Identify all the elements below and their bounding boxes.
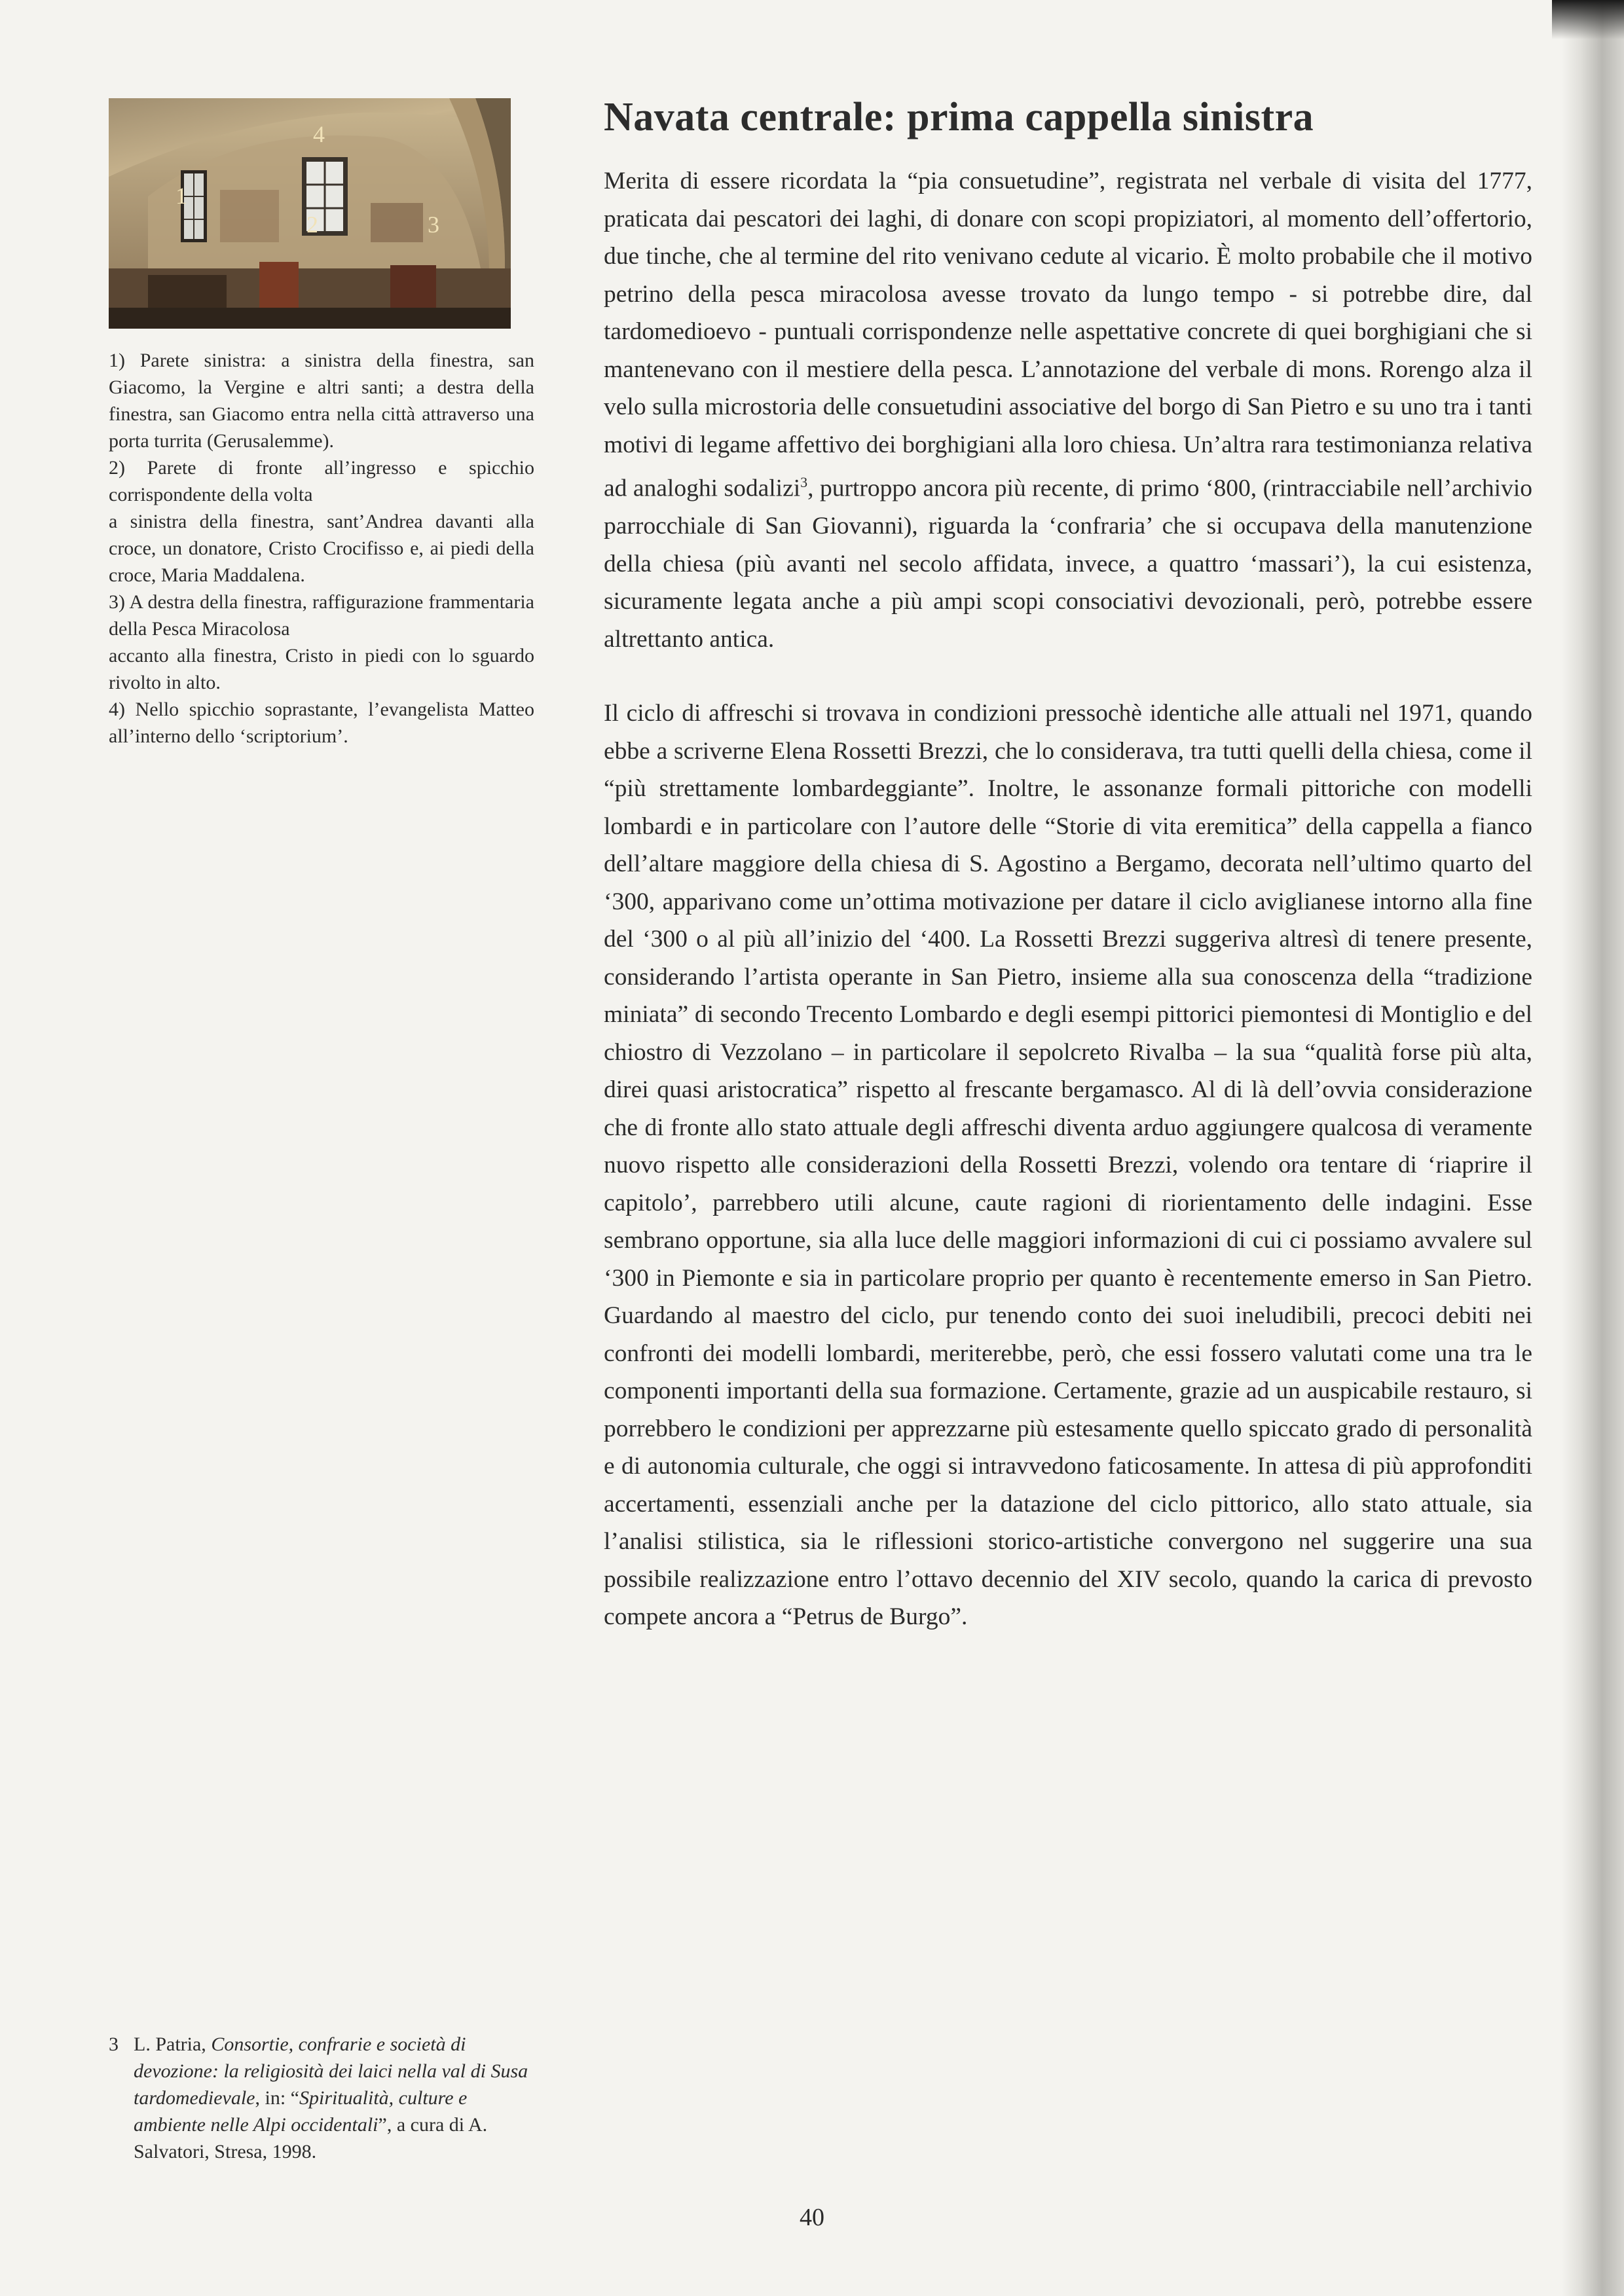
footnote-author: L. Patria, [134, 2033, 212, 2055]
page-number: 40 [800, 2204, 824, 2231]
caption-item: 3) A destra della finestra, raffigurazione frammentaria della Pesca Miracolosa [109, 591, 534, 640]
caption-item: accanto alla finestra, Cristo in piedi con lo sguardo rivolto in alto. [109, 645, 534, 693]
footnote-number: 3 [109, 2033, 119, 2055]
footnote-reference: 3 [800, 474, 808, 490]
footnote-book: Spiritualità, culture e ambiente nelle Alpi occidentali [134, 2087, 468, 2136]
photo-label-3: 3 [428, 211, 439, 238]
caption-item: 2) Parete di fronte all’ingresso e spicchio corrispondente della volta [109, 457, 534, 505]
article-body [604, 162, 1532, 1636]
paragraph-2: Il ciclo di affreschi si trovava in condizioni pressochè identiche alle attuali nel 1971, quando ebbe a scriverne Elena Rossetti Brezzi, che lo considerava, tra tutti quelli della chiesa, come il “più strettamente lombardeggiante”. Inoltre, le assonanze formali pittoriche con modelli lombardi e in particolare con l’autore delle “Storie di vita eremitica” della cappella a fianco dell’altare maggiore della chiesa di S. Agostino a Bergamo, decorata nell’ultimo quarto del ‘300, apparivano come un’ottima motivazione per datare il ciclo aviglianese intorno alla fine del ‘300 o al più all’inizio del ‘400. La Rossetti Brezzi suggeriva altresì di tenere presente, considerando l’artista operante in San Pietro, insieme alla sua conoscenza della “tradizione miniata” di secondo Trecento Lombardo e degli esempi pittorici piemontesi di Montiglio e del chiostro di Vezzolano – in particolare il sepolcreto Rivalba – la sua “qualità forse più alta, direi quasi aristocratica” rispetto al frescante bergamasco. Al di là dell’ovvia considerazione che di fronte allo stato attuale degli affreschi diventa arduo aggiungere qualcosa di veramente nuovo rispetto alle considerazioni della Rossetti Brezzi, volendo ora tentare di ‘riaprire il capitolo’, parrebbero utili alcune, caute ragioni di riorientamento delle indagini. Esse sembrano opportune, sia alla luce delle maggiori informazioni di cui ci possiamo avvalere sul ‘300 in Piemonte e sia in particolare proprio per quanto è recentemente emerso in San Pietro. Guardando al maestro del ciclo, pur tenendo conto dei suoi ineludibili, precoci debiti nei confronti dei modelli lombardi, meriterebbe, però, che essi fossero valutati come una tra le componenti importanti della sua formazione. Certamente, grazie ad un auspicabile restauro, si porrebbero le condizioni per apprezzarne più estesamente quello spiccato grado di personalità e di autonomia culturale, che oggi si intravvedono faticosamente. In attesa di più approfonditi accertamenti, essenziali anche per la datazione del ciclo pittorico, allo stato attuale, sia l’analisi stilistica, sia le riflessioni storico-artistiche convergono nel suggerire una sua possibile realizzazione entro l’ottavo decennio del XIV secolo, quando la carica di prevosto compete ancora a “Petrus de Burgo”. [604, 700, 1532, 1630]
footnote-text [109, 2031, 534, 2165]
paragraph-1-start: Merita di essere ricordata la “pia consuetudine”, registrata nel verbale di visita del 1777, praticata dai pescatori dei laghi, di donare con scopi propiziatori, al momento dell’offertorio, due tinche, che al termine del rito venivano cedute al vicario. È molto probabile che il motivo petrino della pesca miracolosa avesse trovato da lungo tempo - si potrebbe dire, dal tardomedioevo - puntuali corrispondenze nelle aspettative concrete di quei borghigiani che si mantenevano con il mestiere della pesca. L’annotazione del verbale di mons. Rorengo alza il velo sulla microstoria delle consuetudini associative del borgo di San Pietro e su uno tra i tanti motivi di legame affettivo dei borghigiani alla loro chiesa. Un’altra rara testimonianza relativa ad analoghi sodalizi [604, 168, 1532, 502]
paragraph-1 [604, 162, 1532, 658]
footnote-end: ”, a cura di A. Salvatori, Stresa, 1998. [134, 2114, 488, 2162]
page-corner-shadow [1552, 0, 1624, 39]
footnote-title: Consortie, confrarie e società di devozione: la religiosità dei laici nella val di Susa tardomedievale [134, 2033, 528, 2109]
caption-item: a sinistra della finestra, sant’Andrea davanti alla croce, un donatore, Cristo Crocifisso e, ai piedi della croce, Maria Maddalena. [109, 511, 534, 586]
photo-caption [109, 347, 534, 750]
photo-label-2: 2 [306, 211, 318, 238]
paragraph-1-end: , purtroppo ancora più recente, di primo ‘800, (rintracciabile nell’archivio parrocchiale di San Giovanni), riguarda la ‘confraria’ che si occupava della manutenzione della chiesa (più avanti nel secolo affidata, invece, a quattro ‘massari’), la cui esistenza, sicuramente legata anche a più ampi scopi consociativi devozionali, però, potrebbe essere altrettanto antica. [604, 475, 1532, 653]
footnote [109, 2031, 534, 2165]
caption-item: 4) Nello spicchio soprastante, l’evangelista Matteo all’interno dello ‘scriptorium’. [109, 699, 534, 747]
photo-label-4: 4 [313, 121, 325, 147]
article-title: Navata centrale: prima cappella sinistra [604, 95, 1314, 139]
caption-item: 1) Parete sinistra: a sinistra della finestra, san Giacomo, la Vergine e altri santi; a destra della finestra, san Giacomo entra nella città attraverso una porta turrita (Gerusalemme). [109, 350, 534, 452]
page-gutter-edge [1562, 0, 1624, 2296]
photo-label-1: 1 [175, 183, 187, 209]
footnote-middle: , in: “ [255, 2087, 299, 2109]
fresco-chapel-photo [109, 98, 511, 329]
